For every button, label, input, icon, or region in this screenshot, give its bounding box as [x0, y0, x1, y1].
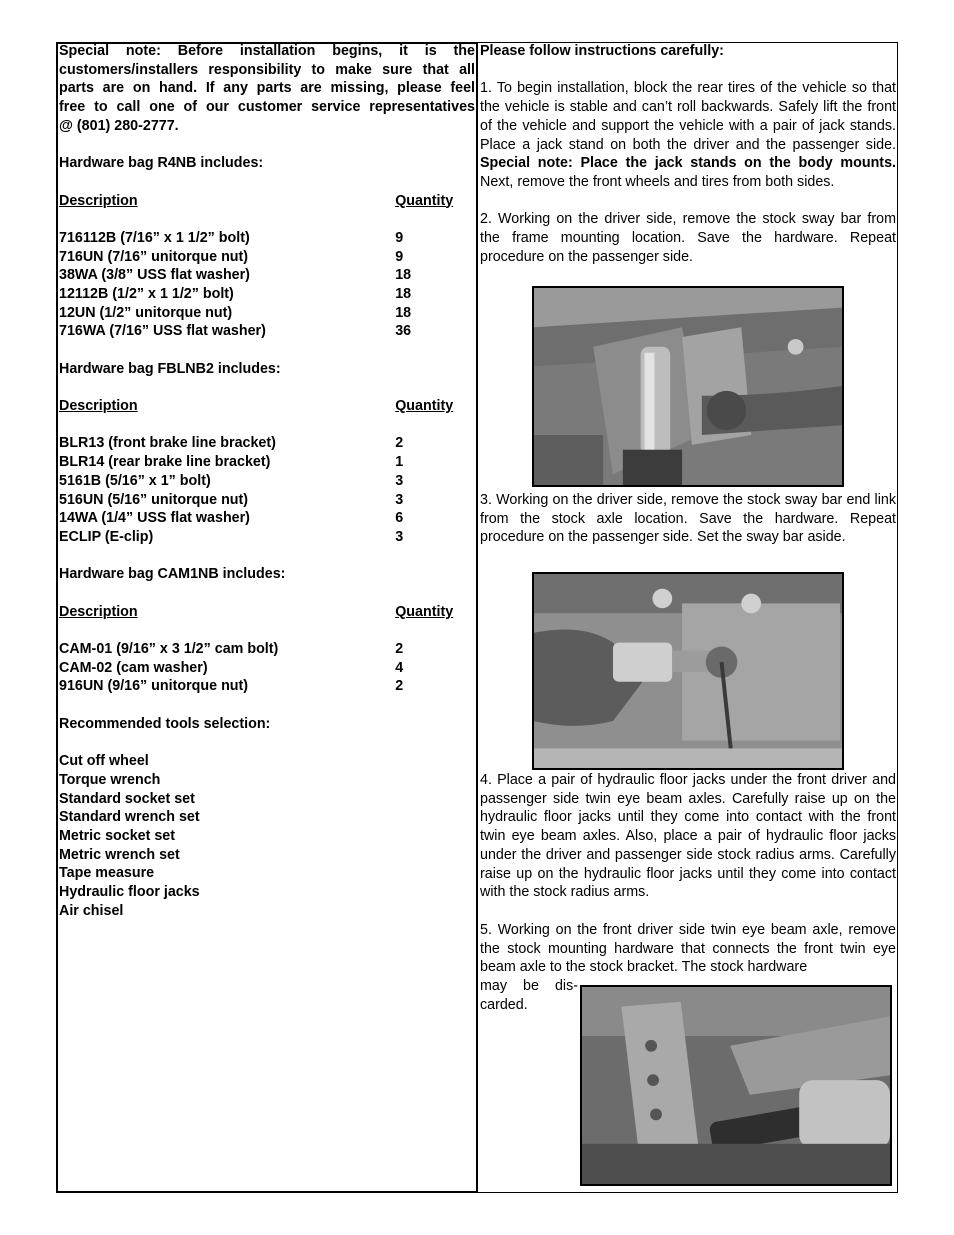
photo-end-link-removal — [532, 572, 844, 770]
step-3: 3. Working on the driver side, remove the stock sway bar end link from the stock axle location. Save the hardware. Repeat procedure on the passenger side. Set the sway bar aside. — [480, 492, 896, 546]
item-qty: 2 — [395, 435, 404, 452]
special-note-line: customers/installers responsibility to make sure that all — [59, 61, 475, 78]
bag-fblnb2-title: Hardware bag FBLNB2 includes: — [59, 360, 281, 377]
bag-cam1nb-title: Hardware bag CAM1NB includes: — [59, 566, 286, 583]
tool-item: Torque wrench — [59, 771, 161, 788]
item-qty: 6 — [395, 510, 404, 527]
table-row — [59, 491, 475, 510]
special-note-line: parts are on hand. If any parts are missing, please feel — [59, 80, 475, 97]
item-desc: 12112B (1/2” x 1 1/2” bolt) — [59, 285, 234, 302]
table-row — [59, 472, 475, 491]
table-row — [59, 509, 475, 528]
photo-sway-bar-frame-mount — [532, 286, 844, 487]
special-note-line: Special note: Before installation begins, it is the — [59, 43, 475, 59]
item-qty: 36 — [395, 323, 412, 340]
bag-r4nb-title: Hardware bag R4NB includes: — [59, 155, 264, 172]
description-header: Description — [59, 398, 138, 415]
table-header — [59, 603, 475, 622]
item-qty: 2 — [395, 641, 404, 657]
item-qty: 18 — [395, 267, 412, 284]
tool-item: Metric wrench set — [59, 846, 180, 863]
description-header: Description — [59, 603, 138, 620]
item-desc: 38WA (3/8” USS flat washer) — [59, 267, 250, 284]
tool-item: Tape measure — [59, 865, 155, 882]
photo-sway-bar-frame-mount-illustration — [534, 288, 842, 485]
step-1-text-end: Next, remove the front wheels and tires from both sides. — [480, 173, 835, 190]
item-qty: 3 — [395, 472, 404, 489]
step-2: 2. Working on the driver side, remove the stock sway bar from the frame mounting location. Save the hardware. Repeat procedure on the passenger side. — [480, 211, 896, 265]
item-qty: 18 — [395, 285, 412, 302]
table-row — [59, 434, 475, 453]
tool-item: Metric socket set — [59, 827, 176, 844]
step-5: 5. Working on the front driver side twin eye beam axle, remove the stock mounting hardware that connects the front twin eye beam axle to the stock bracket. The stock hardware — [480, 922, 896, 976]
item-qty: 1 — [395, 454, 404, 471]
table-row — [59, 659, 475, 678]
item-qty: 3 — [395, 528, 404, 545]
table-row — [59, 677, 475, 696]
item-desc: BLR13 (front brake line bracket) — [59, 435, 276, 452]
item-desc: CAM-02 (cam washer) — [59, 659, 208, 676]
step-4-block — [480, 771, 896, 902]
quantity-header: Quantity — [395, 603, 454, 620]
tool-item: Hydraulic floor jacks — [59, 883, 200, 900]
table-row — [59, 229, 475, 248]
step-5-end: may be dis- carded. — [480, 978, 578, 1013]
item-qty: 3 — [395, 491, 404, 508]
quantity-header: Quantity — [395, 192, 454, 209]
left-column — [59, 42, 475, 920]
item-qty: 9 — [395, 229, 404, 246]
step-3-block — [480, 491, 896, 547]
step-1-special-note: Special note: Place the jack stands on the body mounts. — [480, 155, 896, 172]
description-header: Description — [59, 192, 138, 209]
step-5-continuation — [480, 977, 578, 1014]
table-header — [59, 192, 475, 211]
step-4: 4. Place a pair of hydraulic floor jacks under the front driver and passenger side twin eye beam axles. Carefully raise up on the hydraulic floor jacks until they come into contact with the front twin eye beam axles. Also, place a pair of hydraulic floor jacks under the driver and passenger side stock radius arms. Carefully raise up on the hydraulic floor jacks until they come into contact with the stock radius arms. — [480, 772, 896, 901]
item-desc: 14WA (1/4” USS flat washer) — [59, 510, 250, 527]
item-desc: CAM-01 (9/16” x 3 1/2” cam bolt) — [59, 641, 279, 657]
tools-title: Recommended tools selection: — [59, 715, 271, 732]
table-row — [59, 453, 475, 472]
tool-item: Cut off wheel — [59, 753, 149, 770]
table-row — [59, 528, 475, 547]
step-1 — [480, 79, 896, 191]
item-desc: 12UN (1/2” unitorque nut) — [59, 304, 233, 321]
special-note-line: free to call one of our customer service representatives — [59, 99, 475, 116]
table-row — [59, 285, 475, 304]
item-desc: 516UN (5/16” unitorque nut) — [59, 491, 249, 508]
tool-item: Standard socket set — [59, 790, 195, 807]
photo-end-link-removal-illustration — [534, 574, 842, 768]
right-column — [480, 42, 896, 266]
item-qty: 2 — [395, 678, 404, 695]
table-row — [59, 322, 475, 341]
step-1-text: 1. To begin installation, block the rear tires of the vehicle so that the vehicle is stable and can’t roll backwards. Safely lift the front of the vehicle and support the vehicle with a pair of jack stands. Place a jack stand on both the driver and the passenger side. — [480, 80, 896, 153]
table-header — [59, 397, 475, 416]
photo-beam-axle-bracket-illustration — [582, 987, 890, 1184]
table-row — [59, 304, 475, 323]
item-qty: 4 — [395, 659, 404, 676]
item-qty: 9 — [395, 248, 404, 265]
special-note — [59, 42, 475, 135]
tool-item: Standard wrench set — [59, 809, 200, 826]
item-desc: BLR14 (rear brake line bracket) — [59, 454, 271, 471]
item-desc: 716112B (7/16” x 1 1/2” bolt) — [59, 229, 250, 246]
instructions-heading: Please follow instructions carefully: — [480, 43, 724, 59]
item-desc: ECLIP (E-clip) — [59, 528, 154, 545]
table-row — [59, 640, 475, 659]
table-row — [59, 248, 475, 267]
photo-beam-axle-bracket — [580, 985, 892, 1186]
table-row — [59, 266, 475, 285]
item-desc: 916UN (9/16” unitorque nut) — [59, 678, 249, 695]
item-desc: 5161B (5/16” x 1” bolt) — [59, 472, 211, 489]
tool-item: Air chisel — [59, 902, 124, 919]
item-desc: 716WA (7/16” USS flat washer) — [59, 323, 266, 340]
item-qty: 18 — [395, 304, 412, 321]
quantity-header: Quantity — [395, 398, 454, 415]
special-note-line: @ (801) 280-2777. — [59, 117, 179, 134]
step-5-block — [480, 921, 896, 977]
item-desc: 716UN (7/16” unitorque nut) — [59, 248, 249, 265]
